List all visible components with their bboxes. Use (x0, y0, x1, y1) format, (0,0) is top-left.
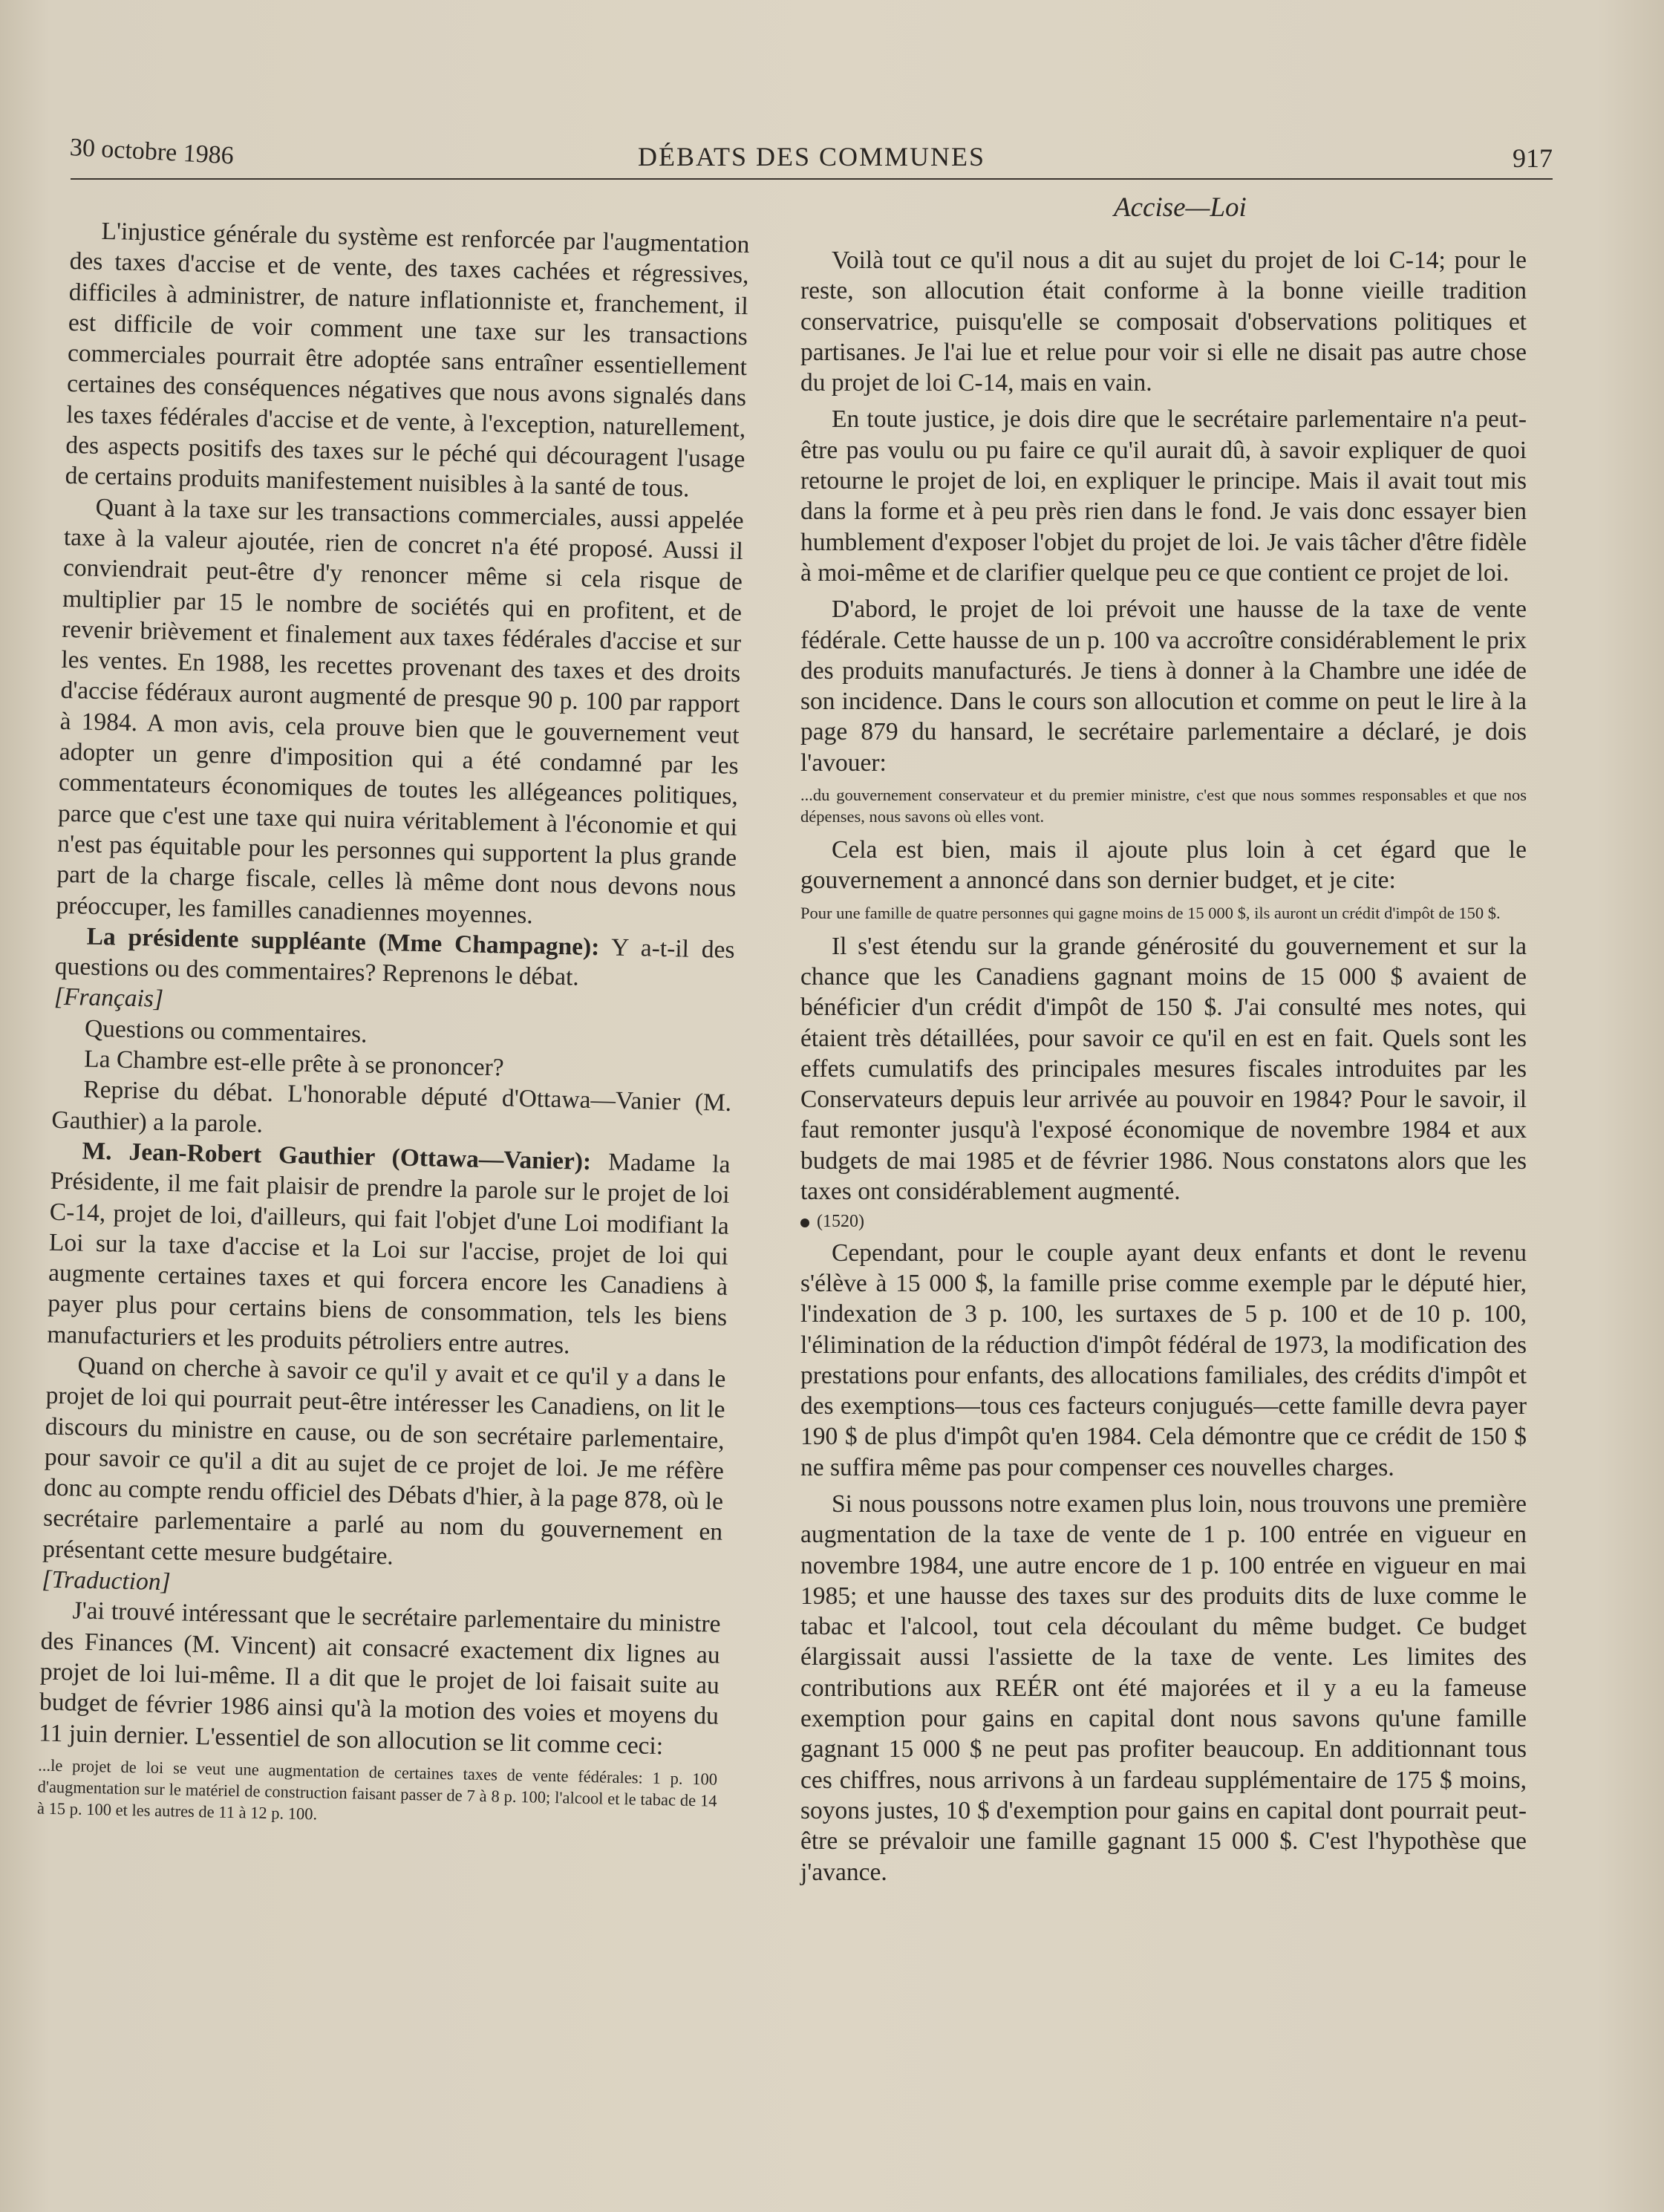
header-date: 30 octobre 1986 (69, 134, 235, 170)
paragraph: Il s'est étendu sur la grande générosité du gouvernement et sur la chance que les Canadiens gagnant moins de 15 000 $ avaient de bénéficier d'un crédit d'impôt de 150 $. J'ai consulté mes notes, qui étaient très détaillées, pour savoir ce qu'il en est en fait. Quels sont les effets cumulatifs des principales mesures fiscales introduites par les Conservateurs depuis leur arrivée au pouvoir en 1984? Pour le savoir, il faut remonter jusqu'à l'exposé économique de novembre 1984 et aux budgets de mai 1985 et de février 1986. Nous constatons alors que les taxes ont considérablement augmenté. (800, 932, 1527, 1206)
right-column (800, 245, 1527, 1888)
left-column (37, 215, 750, 1841)
paragraph: L'injustice générale du système est renforcée par l'augmentation des taxes d'accise et de vente, des taxes cachées et régressives, difficiles à administrer, de nature inflationniste et, franchement, il est difficile de voir comment une taxe sur les transactions commerciales pourrait être adoptée sans entraîner essentiellement certaines des conséquences négatives que nous avons signalés dans les taxes fédérales d'accise et de vente, à l'exception, naturellement, des aspects positifs des taxes sur le péché qui découragent l'usage de certains produits manifestement nuisibles à la santé de tous. (65, 217, 750, 503)
paragraph: Questions ou commentaires. (84, 1014, 368, 1048)
paragraph: Quant à la taxe sur les transactions commerciales, aussi appelée taxe à la valeur ajoutée, rien de concret n'a été proposé. Aussi il conviendrait peut-être d'y renoncer même si cela risque de multiplier par 15 le nombre de sociétés qui en profitent, et de revenir brièvement et finalement aux taxes fédérales d'accise et sur les ventes. En 1988, les recettes provenant des taxes et des droits d'accise fédéraux auront augmenté de presque 90 p. 100 par rapport à 1984. A mon avis, cela prouve bien que le gouvernement veut adopter un genre d'imposition qui a été condamné par les commentateurs économiques de toutes les allégeances politiques, parce que c'est une taxe qui nuira véritablement à l'économie et qui n'est pas équitable pour les personnes qui supportent la plus grande part de la charge fiscale, celles là même dont nous devons nous préoccuper, les familles canadiennes moyennes. (56, 493, 744, 929)
paragraph: Cela est bien, mais il ajoute plus loin à cet égard que le gouvernement a annoncé dans son dernier budget, et je cite: (800, 836, 1527, 895)
block-quote (800, 902, 1527, 924)
quote-text: ...du gouvernement conservateur et du premier ministre, c'est que nous sommes responsables et que nos dépenses, nous savons où elles vont. (800, 786, 1527, 826)
bullet-icon (800, 1218, 809, 1227)
time-marker-text: (1520) (817, 1212, 864, 1232)
block-quote (37, 1754, 718, 1833)
paragraph: Reprise du débat. L'honorable député d'Ottawa—Vanier (M. Gauthier) a la parole. (51, 1075, 732, 1138)
quote-text: ...le projet de loi se veut une augmentation de certaines taxes de vente fédérales: 1 p. 100 d'augmentation sur le matériel de construction faisant passer de 7 à 8 p. 100; l'alcool et le tabac de 14 à 15 p. 100 et les autres de 11 à 12 p. 100. (36, 1755, 718, 1824)
running-subject: Accise—Loi (1114, 192, 1247, 223)
block-quote (800, 784, 1527, 827)
paragraph: Quand on cherche à savoir ce qu'il y avait et ce qu'il y a dans le projet de loi qui pourrait peut-être intéresser les Canadiens, on lit le discours du ministre en cause, ou de son secrétaire parlementaire, pour savoir ce qu'il a dit au sujet de ce projet de loi. Je me réfère donc au compte rendu officiel des Débats d'hier, à la page 878, où le secrétaire parlementaire a parlé au nom du gouvernement en présentant cette mesure budgétaire. (42, 1351, 726, 1570)
quote-text: Pour une famille de quatre personnes qui gagne moins de 15 000 $, ils auront un crédit d'impôt de 150 $. (800, 903, 1501, 922)
paragraph: Voilà tout ce qu'il nous a dit au sujet du projet de loi C-14; pour le reste, son allocution était conforme à la bonne vieille tradition conservatrice, puisqu'elle se composait d'observations politiques et partisanes. Je l'ai lue et relue pour voir si elle ne disait pas autre chose du projet de loi C-14, mais en vain. (800, 247, 1527, 397)
paragraph: Cependant, pour le couple ayant deux enfants et dont le revenu s'élève à 15 000 $, la famille prise comme exemple par le député hier, l'indexation de 3 p. 100, les surtaxes de 5 p. 100 et de 10 p. 100, l'élimination de la réduction d'impôt fédéral de 1973, la modification des prestations pour enfants, des allocations familiales, des crédits d'impôt et des exemptions—tous ces facteurs conjugués—cette famille devra payer 190 $ de plus d'impôt qu'en 1984. Cela démontre que ce crédit de 150 $ ne suffira même pas pour compenser ces nouvelles charges. (800, 1239, 1527, 1481)
speaker-name: La présidente suppléante (Mme Champagne): (86, 922, 600, 961)
page-number: 917 (1513, 143, 1553, 173)
time-marker (800, 1207, 1527, 1237)
paragraph: La Chambre est-elle prête à se prononcer? (83, 1045, 504, 1082)
speech-text: Y a-t-il des questions ou des commentaires? Reprenons le débat. (54, 933, 735, 991)
speaker-name: M. Jean-Robert Gauthier (Ottawa—Vanier): (82, 1137, 592, 1175)
paragraph: Si nous poussons notre examen plus loin, nous trouvons une première augmentation de la taxe de vente de 1 p. 100 entrée en vigueur en novembre 1984, une autre encore de 1 p. 100 entrée en vigueur en mai 1985; et une hausse des taxes sur des produits dits de luxe comme le tabac et l'alcool, tout cela découlant du même budget. Ce budget élargissait aussi l'assiette de la taxe de vente. Les limites des contributions aux REÉR ont été majorées et il y a eu la fameuse exemption pour gains en capital dont nous savons qu'une famille gagnant 15 000 $ ne peut pas profiter beaucoup. En additionnant tous ces chiffres, nous arrivons à un fardeau supplémentaire de 175 $ moins, soyons justes, 10 $ d'exemption pour gains en capital dont pourrait peut-être se prévaloir une famille gagnant 15 000 $. C'est l'hypothèse que j'avance. (800, 1490, 1527, 1886)
speaker-paragraph (47, 1135, 731, 1364)
paragraph: J'ai trouvé intéressant que le secrétaire parlementaire du ministre des Finances (M. Vincent) ait consacré exactement dix lignes au projet de loi lui-même. Il a dit que le projet de loi faisait suite au budget de février 1986 ainsi qu'à la motion des voies et moyens du 11 juin dernier. L'essentiel de son allocution se lit comme ceci: (38, 1596, 721, 1760)
language-tag: [Traduction] (42, 1565, 172, 1596)
header-title: DÉBATS DES COMMUNES (637, 142, 986, 172)
language-tag: [Français] (53, 983, 164, 1014)
paragraph: En toute justice, je dois dire que le secrétaire parlementaire n'a peut-être pas voulu ou pu faire ce qu'il aurait dû, à savoir expliquer de quoi retourne le projet de loi, en expliquer le principe. Mais il avait tout mis dans la forme et à peu près rien dans le fond. Je vais donc essayer bien humblement d'exposer l'objet du projet de loi. Je vais tâcher d'être fidèle à moi-même et de clarifier quelque peu ce que contient ce projet de loi. (800, 405, 1527, 587)
page-header (71, 134, 1553, 180)
speech-text: Madame la Présidente, il me fait plaisir de prendre la parole sur le projet de loi C-14, projet de loi, d'ailleurs, qui fait l'objet d'une Loi modifiant la Loi sur la taxe d'accise et la Loi sur l'accise, projet de loi qui augmente certaines taxes et qui forcera encore les Canadiens à payer plus pour certains biens de consommation, tels les biens manufacturiers et les produits pétroliers entre autres. (47, 1148, 731, 1360)
paragraph: D'abord, le projet de loi prévoit une hausse de la taxe de vente fédérale. Cette hausse de un p. 100 va accroître considérablement le prix des produits manufacturés. Je tiens à donner à la Chambre une idée de son incidence. Dans le cours son allocution et comme on peut le lire à la page 879 du hansard, le secrétaire parlementaire a déclaré, je dois l'avouer: (800, 596, 1527, 777)
